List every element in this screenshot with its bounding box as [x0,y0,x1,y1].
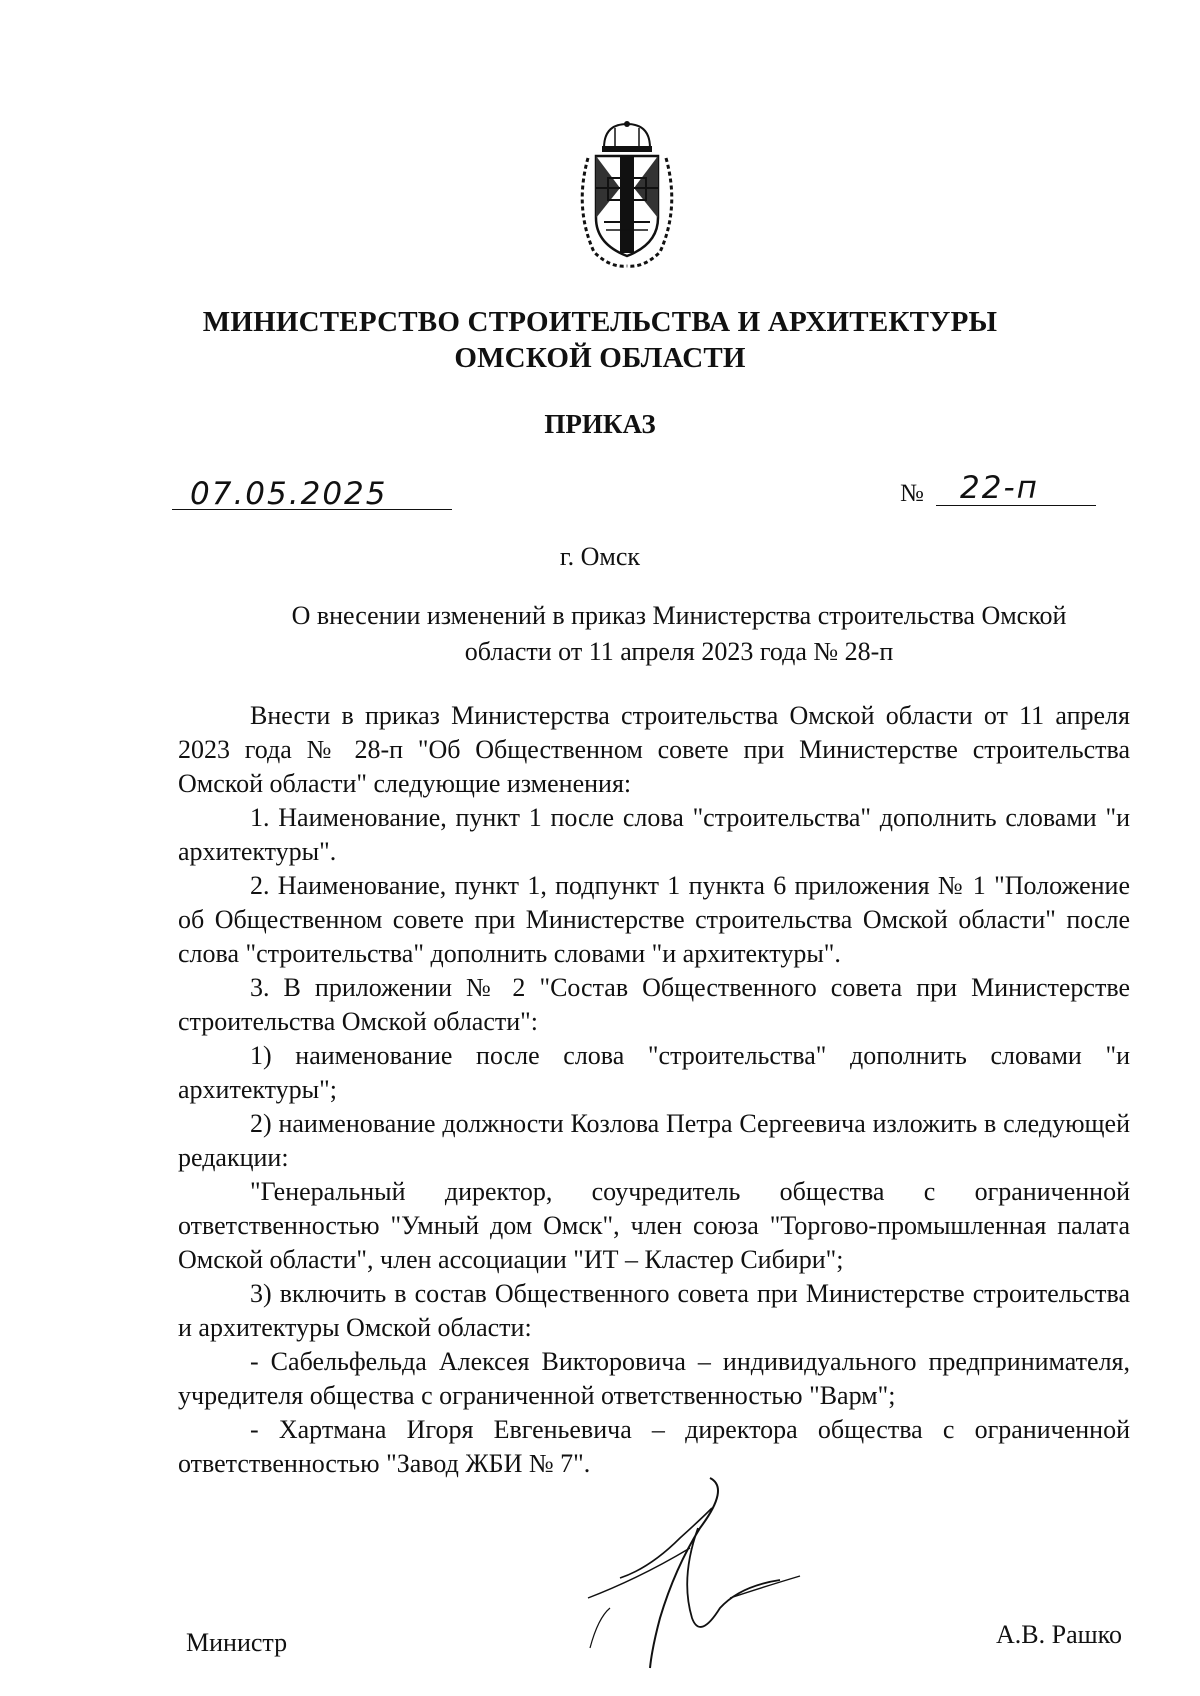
order-date: 07.05.2025 [190,476,388,512]
signatory-position: Министр [186,1628,288,1657]
ministry-name-line2: ОМСКОЙ ОБЛАСТИ [454,342,746,374]
ministry-name [0,304,1200,376]
coat-of-arms-emblem [574,118,680,270]
signature-image [580,1468,810,1680]
body-item-2: 2. Наименование, пункт 1, подпункт 1 пункта 6 приложения № 1 "Положение об Общественном совете при Министерстве строительства Омской области" после слова "строительства" дополнить словами "и архитектуры". [178,871,1130,968]
city: г. Омск [559,542,641,571]
body-person-1: - Сабельфельда Алексея Викторовича – индивидуального предпринимателя, учредителя общества с ограниченной ответственностью "Варм"; [178,1347,1130,1410]
subject-line1: О внесении изменений в приказ Министерства строительства Омской [291,601,1067,630]
date-underline [172,509,452,510]
body-item-3-2-quote: "Генеральный директор, соучредитель общества с ограниченной ответственностью "Умный дом Омск", член союза "Торгово-промышленная палата Омской области", член ассоциации "ИТ – Кластер Сибири"; [178,1177,1130,1274]
ministry-name-line1: МИНИСТЕРСТВО СТРОИТЕЛЬСТВА И АРХИТЕКТУРЫ [202,306,998,338]
document-type: ПРИКАЗ [544,409,656,439]
order-number: 22-п [960,470,1039,506]
number-label: № [900,480,924,507]
number-underline [936,505,1096,506]
body-item-3: 3. В приложении № 2 "Состав Общественного совета при Министерстве строительства Омской области": [178,973,1130,1036]
order-body [178,699,1130,1481]
order-number-field [936,472,1096,512]
subject-line2: области от 11 апреля 2023 года № 28-п [464,637,894,666]
body-item-1: 1. Наименование, пункт 1 после слова "строительства" дополнить словами "и архитектуры". [178,803,1130,866]
body-item-3-1: 1) наименование после слова "строительства" дополнить словами "и архитектуры"; [178,1041,1130,1104]
order-subject [250,598,1108,670]
body-item-3-3: 3) включить в состав Общественного совета при Министерстве строительства и архитектуры Омской области: [178,1279,1130,1342]
body-person-2: - Хартмана Игоря Евгеньевича – директора общества с ограниченной ответственностью "Завод ЖБИ № 7". [178,1415,1130,1478]
body-intro: Внести в приказ Министерства строительства Омской области от 11 апреля 2023 года № 28-п "Об Общественном совете при Министерстве строительства Омской области" следующие изменения: [178,701,1130,798]
order-date-field [172,476,452,516]
body-item-3-2: 2) наименование должности Козлова Петра Сергеевича изложить в следующей редакции: [178,1109,1130,1172]
signatory-name: А.В. Рашко [996,1620,1122,1649]
